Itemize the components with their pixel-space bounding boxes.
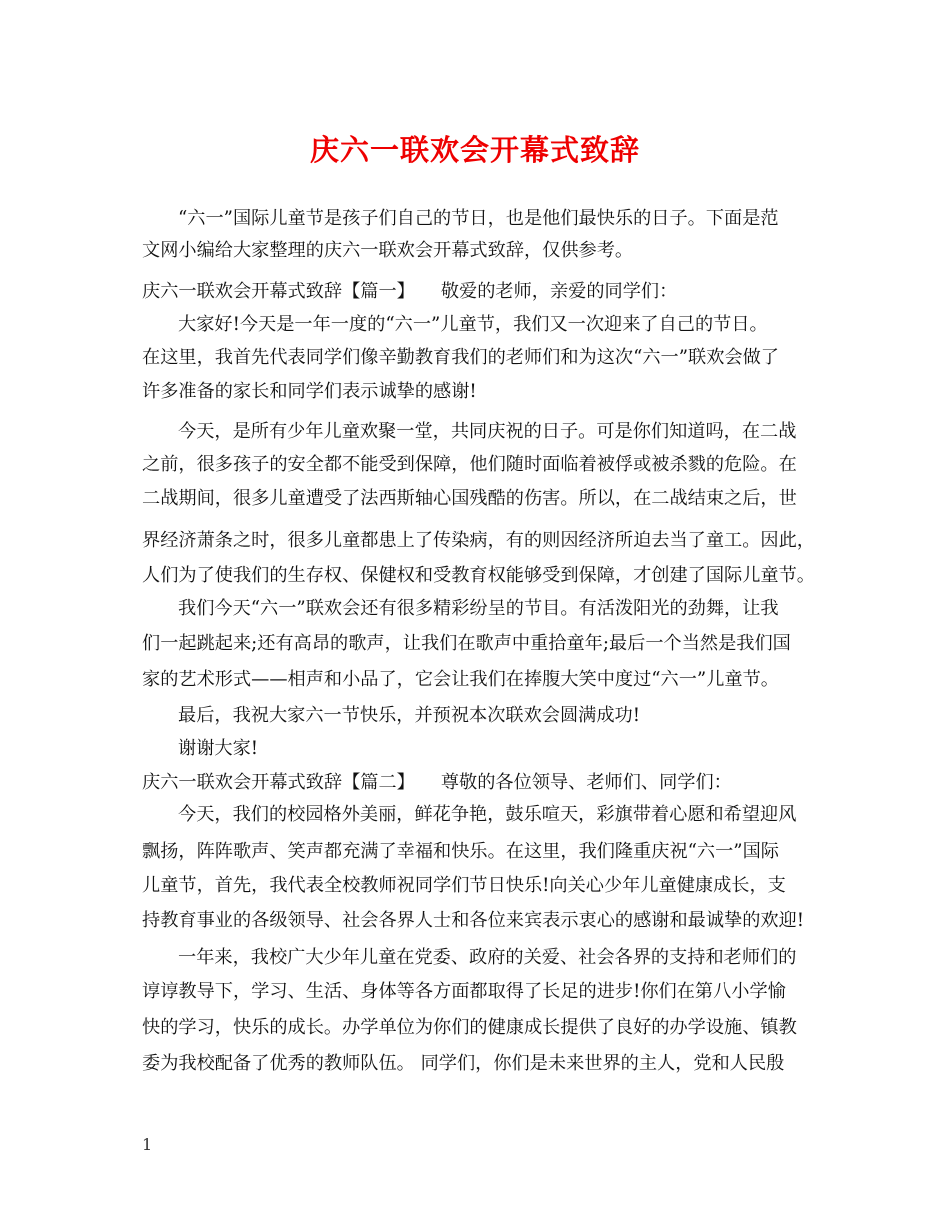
paragraph-line: 大家好!今天是一年一度的“六一”儿童节，我们又一次迎来了自己的节日。 — [178, 314, 768, 335]
paragraph-line: 们一起跳起来;还有高昂的歌声，让我们在歌声中重拾童年;最后一个当然是我们国 — [142, 633, 791, 654]
greeting-text: 敬爱的老师，亲爱的同学们： — [440, 281, 678, 302]
document-title: 庆六一联欢会开幕式致辞 — [309, 133, 640, 167]
paragraph-line: 之前，很多孩子的安全都不能受到保障，他们随时面临着被俘或被杀戮的危险。在 — [142, 454, 797, 475]
paragraph-line: 二战期间，很多儿童遭受了法西斯轴心国残酷的伤害。所以，在二战结束之后，世 — [142, 488, 797, 509]
section-heading-2 — [142, 771, 832, 795]
section-heading-label: 庆六一联欢会开幕式致辞【篇二】 — [142, 772, 415, 793]
paragraph-line: 谢谢大家! — [178, 738, 259, 759]
section-heading-label: 庆六一联欢会开幕式致辞【篇一】 — [142, 281, 415, 302]
paragraph-line: 今天，是所有少年儿童欢聚一堂，共同庆祝的日子。可是你们知道吗，在二战 — [178, 421, 797, 442]
paragraph-line: 儿童节，首先，我代表全校教师祝同学们节日快乐!向关心少年儿童健康成长，支 — [142, 875, 786, 896]
paragraph-line: 一年来，我校广大少年儿童在党委、政府的关爱、社会各界的支持和老师们的 — [178, 947, 797, 968]
paragraph-line: “六一”国际儿童节是孩子们自己的节日，也是他们最快乐的日子。下面是范 — [178, 208, 779, 229]
paragraph-line: 人们为了使我们的生存权、保健权和受教育权能够受到保障，才创建了国际儿童节。 — [142, 565, 815, 586]
paragraph-line: 文网小编给大家整理的庆六一联欢会开幕式致辞，仅供参考。 — [142, 240, 634, 261]
paragraph-line: 界经济萧条之时，很多儿童都患上了传染病，有的则因经济所迫去当了童工。因此， — [142, 530, 815, 551]
paragraph-line: 委为我校配备了优秀的教师队伍。 同学们，你们是未来世界的主人，党和人民殷 — [142, 1053, 785, 1074]
paragraph-line: 谆谆教导下，学习、生活、身体等各方面都取得了长足的进步!你们在第八小学愉 — [142, 981, 786, 1002]
paragraph-line: 快的学习，快乐的成长。办学单位为你们的健康成长提供了良好的办学设施、镇教 — [142, 1017, 797, 1038]
greeting-text: 尊敬的各位领导、老师们、同学们： — [440, 772, 732, 793]
paragraph-line: 持教育事业的各级领导、社会各界人士和各位来宾表示衷心的感谢和最诚挚的欢迎! — [142, 910, 805, 931]
paragraph-line: 今天，我们的校园格外美丽，鲜花争艳，鼓乐喧天，彩旗带着心愿和希望迎风 — [178, 804, 797, 825]
paragraph-line: 家的艺术形式——相声和小品了，它会让我们在捧腹大笑中度过“六一”儿童节。 — [142, 669, 779, 690]
paragraph-line: 我们今天“六一”联欢会还有很多精彩纷呈的节目。有活泼阳光的劲舞，让我 — [178, 598, 779, 619]
page-number: 1 — [142, 1135, 153, 1154]
paragraph-line: 在这里，我首先代表同学们像辛勤教育我们的老师们和为这次“六一”联欢会做了 — [142, 347, 779, 368]
section-heading-1 — [142, 280, 832, 304]
paragraph-line: 最后，我祝大家六一节快乐，并预祝本次联欢会圆满成功! — [178, 705, 640, 726]
paragraph-line: 许多准备的家长和同学们表示诚挚的感谢! — [142, 381, 477, 402]
paragraph-line: 飘扬，阵阵歌声、笑声都充满了幸福和快乐。在这里，我们隆重庆祝“六一”国际 — [142, 841, 779, 862]
